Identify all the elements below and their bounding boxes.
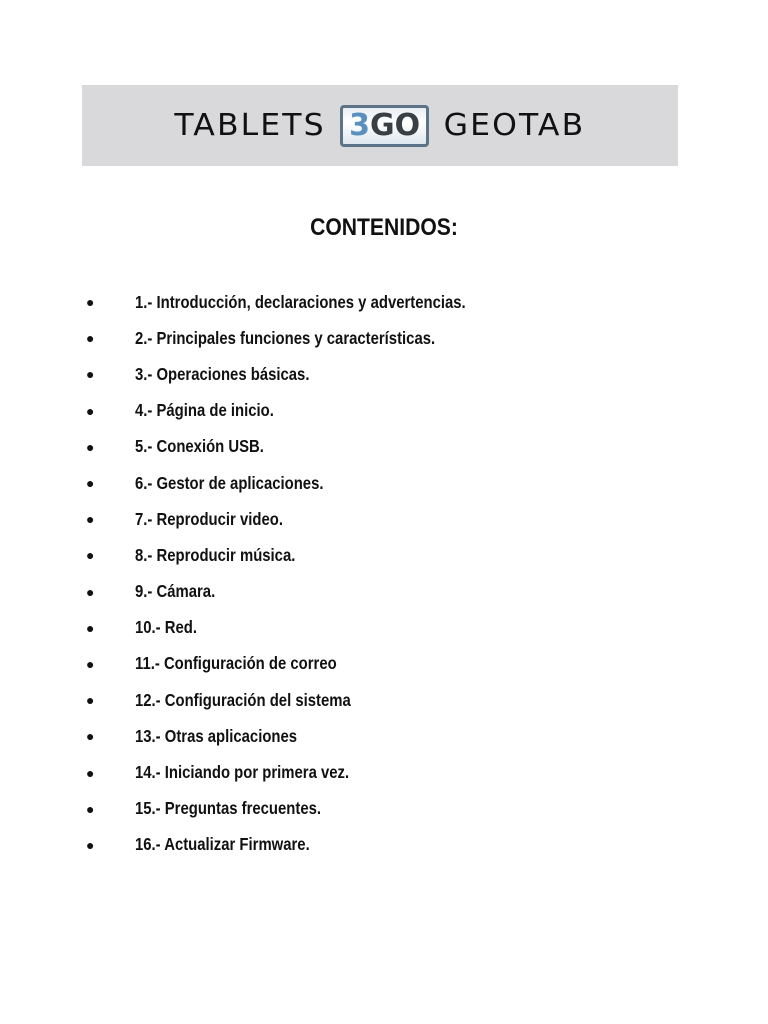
list-item bbox=[84, 537, 524, 573]
list-item bbox=[84, 827, 524, 863]
list-item-text: 4.- Página de inicio. bbox=[135, 400, 274, 421]
logo-right-word: GEOTAB bbox=[443, 108, 586, 143]
list-item-text: 11.- Configuración de correo bbox=[135, 653, 337, 674]
list-item-text: 9.- Cámara. bbox=[135, 581, 216, 602]
bullet-icon: ● bbox=[86, 330, 95, 347]
logo-left-word: TABLETS bbox=[174, 108, 326, 143]
bullet-icon: ● bbox=[86, 728, 95, 745]
bullet-icon: ● bbox=[86, 583, 95, 600]
list-item-text: 6.- Gestor de aplicaciones. bbox=[135, 472, 324, 493]
list-item-text: 2.- Principales funciones y características. bbox=[135, 327, 436, 348]
list-item-text: 13.- Otras aplicaciones bbox=[135, 725, 298, 746]
list-item-text: 8.- Reproducir música. bbox=[135, 544, 296, 565]
page-title bbox=[0, 214, 768, 242]
contents-list bbox=[84, 284, 524, 863]
logo-banner bbox=[82, 85, 678, 166]
list-item bbox=[84, 574, 524, 610]
list-item bbox=[84, 754, 524, 790]
list-item bbox=[84, 610, 524, 646]
bullet-icon: ● bbox=[86, 836, 95, 853]
list-item bbox=[84, 718, 524, 754]
list-item bbox=[84, 393, 524, 429]
logo-badge: 3GO bbox=[340, 105, 429, 147]
bullet-icon: ● bbox=[86, 402, 95, 419]
bullet-icon: ● bbox=[86, 547, 95, 564]
list-item bbox=[84, 791, 524, 827]
bullet-icon: ● bbox=[86, 438, 95, 455]
list-item-text: 10.- Red. bbox=[135, 617, 198, 638]
bullet-icon: ● bbox=[86, 655, 95, 672]
bullet-icon: ● bbox=[86, 764, 95, 781]
bullet-icon: ● bbox=[86, 475, 95, 492]
list-item-text: 5.- Conexión USB. bbox=[135, 436, 264, 457]
list-item-text: 1.- Introducción, declaraciones y advertencias. bbox=[135, 291, 466, 312]
list-item bbox=[84, 356, 524, 392]
list-item-text: 16.- Actualizar Firmware. bbox=[135, 834, 310, 855]
bullet-icon: ● bbox=[86, 511, 95, 528]
list-item-text: 12.- Configuración del sistema bbox=[135, 689, 351, 710]
list-item-text: 14.- Iniciando por primera vez. bbox=[135, 762, 350, 783]
bullet-icon: ● bbox=[86, 800, 95, 817]
list-item bbox=[84, 320, 524, 356]
list-item-text: 15.- Preguntas frecuentes. bbox=[135, 798, 322, 819]
bullet-icon: ● bbox=[86, 294, 95, 311]
list-item bbox=[84, 501, 524, 537]
page-title-text: CONTENIDOS: bbox=[310, 214, 458, 241]
bullet-icon: ● bbox=[86, 692, 95, 709]
list-item bbox=[84, 646, 524, 682]
list-item bbox=[84, 682, 524, 718]
bullet-icon: ● bbox=[86, 619, 95, 636]
bullet-icon: ● bbox=[86, 366, 95, 383]
list-item-text: 7.- Reproducir video. bbox=[135, 508, 283, 529]
list-item bbox=[84, 465, 524, 501]
list-item bbox=[84, 284, 524, 320]
list-item-text: 3.- Operaciones básicas. bbox=[135, 363, 310, 384]
list-item bbox=[84, 429, 524, 465]
